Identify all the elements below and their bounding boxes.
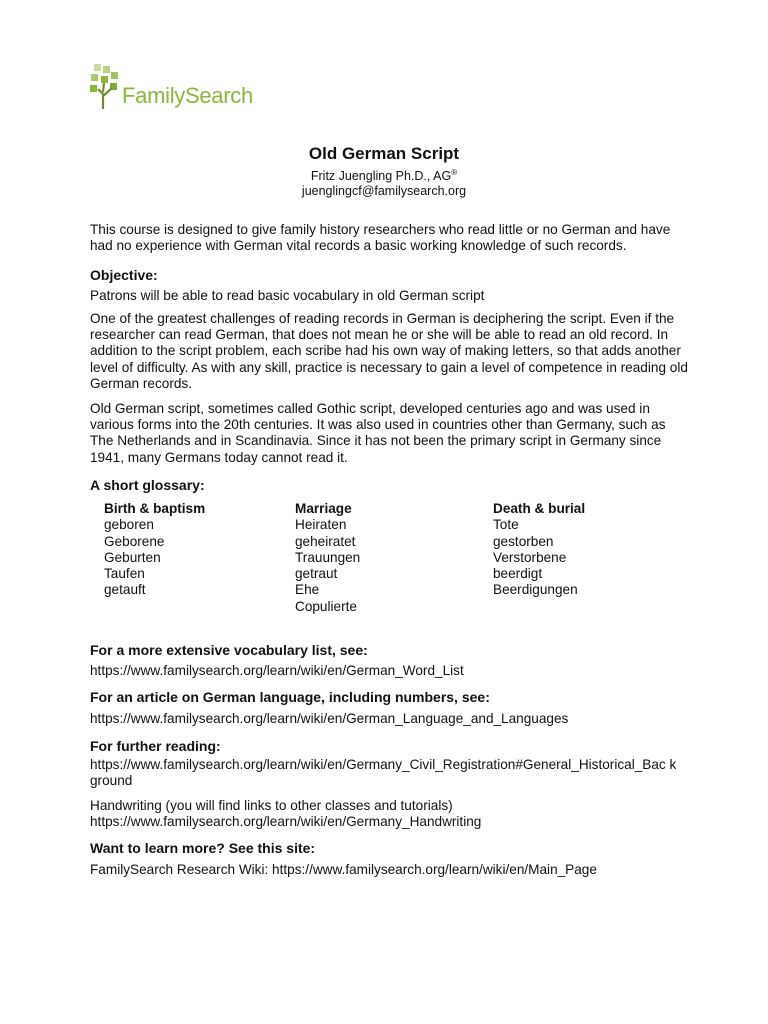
glossary-term: Beerdigungen [493, 582, 578, 598]
glossary-term: Trauungen [295, 549, 361, 565]
glossary-column-marriage [295, 501, 360, 615]
glossary-term: Geburten [104, 549, 161, 565]
glossary-heading: A short glossary: [90, 477, 205, 493]
objective-text: Patrons will be able to read basic vocabulary in old German script [90, 288, 485, 303]
objective-heading: Objective: [90, 267, 158, 283]
glossary-term: getraut [295, 566, 338, 582]
history-paragraph: Old German script, sometimes called Gothic script, developed centuries ago and was used in various forms into the 20th centuries. It was also used in countries other than Germany, such as The Netherlands and in Scandinavia. Since it has not been the primary script in Germany since 1941, many Germans today cannot read it. [90, 401, 666, 465]
research-wiki-link[interactable]: FamilySearch Research Wiki: https://www.familysearch.org/learn/wiki/en/Main_Page [90, 862, 597, 877]
challenges-paragraph: One of the greatest challenges of reading records in German is deciphering the script. Even if the researcher can read German, that does not mean he or she will be able to read an old record. In addition to the script problem, each scribe had his own way of making letters, so that adds another level of difficulty. As with any skill, practice is necessary to gain a level of competence in reading old German records. [90, 311, 688, 391]
document-title: Old German Script [308, 144, 460, 163]
glossary-term: gestorben [493, 533, 554, 549]
familysearch-logo [90, 64, 253, 110]
glossary-column-birth [104, 501, 205, 599]
handwriting-link[interactable]: https://www.familysearch.org/learn/wiki/en/Germany_Handwriting [90, 814, 482, 829]
glossary-column-header: Death & burial [493, 501, 586, 516]
glossary-column-header: Marriage [295, 501, 352, 516]
glossary-column-header: Birth & baptism [104, 501, 206, 516]
further-reading-heading: For further reading: [90, 738, 221, 754]
glossary-term: Copulierte [295, 598, 357, 614]
glossary-term: Ehe [295, 582, 320, 598]
glossary-term: Taufen [104, 566, 145, 582]
language-heading: For an article on German language, including numbers, see: [90, 689, 490, 705]
author-name: Fritz Juengling Ph.D., AG [310, 169, 452, 184]
registered-mark: ® [451, 168, 458, 177]
handwriting-note: Handwriting (you will find links to other classes and tutorials) [90, 798, 453, 813]
glossary-term: geheiratet [295, 533, 356, 549]
vocab-link[interactable]: https://www.familysearch.org/learn/wiki/en/German_Word_List [90, 663, 464, 678]
glossary-column-death [493, 501, 585, 599]
family-tree-icon [90, 64, 120, 110]
glossary-term: Tote [493, 517, 519, 533]
civil-registration-link[interactable]: https://www.familysearch.org/learn/wiki/en/Germany_Civil_Registration#General_Historical_Bac kground [90, 757, 677, 789]
glossary-term: Verstorbene [493, 549, 567, 565]
learn-more-heading: Want to learn more? See this site: [90, 840, 316, 856]
author-line [0, 168, 768, 183]
glossary-term: getauft [104, 582, 146, 598]
glossary-term: Geborene [104, 533, 165, 549]
glossary-term: geboren [104, 517, 154, 533]
intro-paragraph: This course is designed to give family history researchers who read little or no German and have had no experience with German vital records a basic working knowledge of such records. [90, 222, 671, 254]
language-link[interactable]: https://www.familysearch.org/learn/wiki/en/German_Language_and_Languages [90, 711, 569, 726]
vocab-heading: For a more extensive vocabulary list, see: [90, 642, 368, 658]
glossary-term: Heiraten [295, 517, 347, 533]
author-email: juenglingcf@familysearch.org [301, 184, 467, 198]
glossary-term: beerdigt [493, 566, 543, 582]
logo-wordmark: FamilySearch [122, 83, 253, 108]
